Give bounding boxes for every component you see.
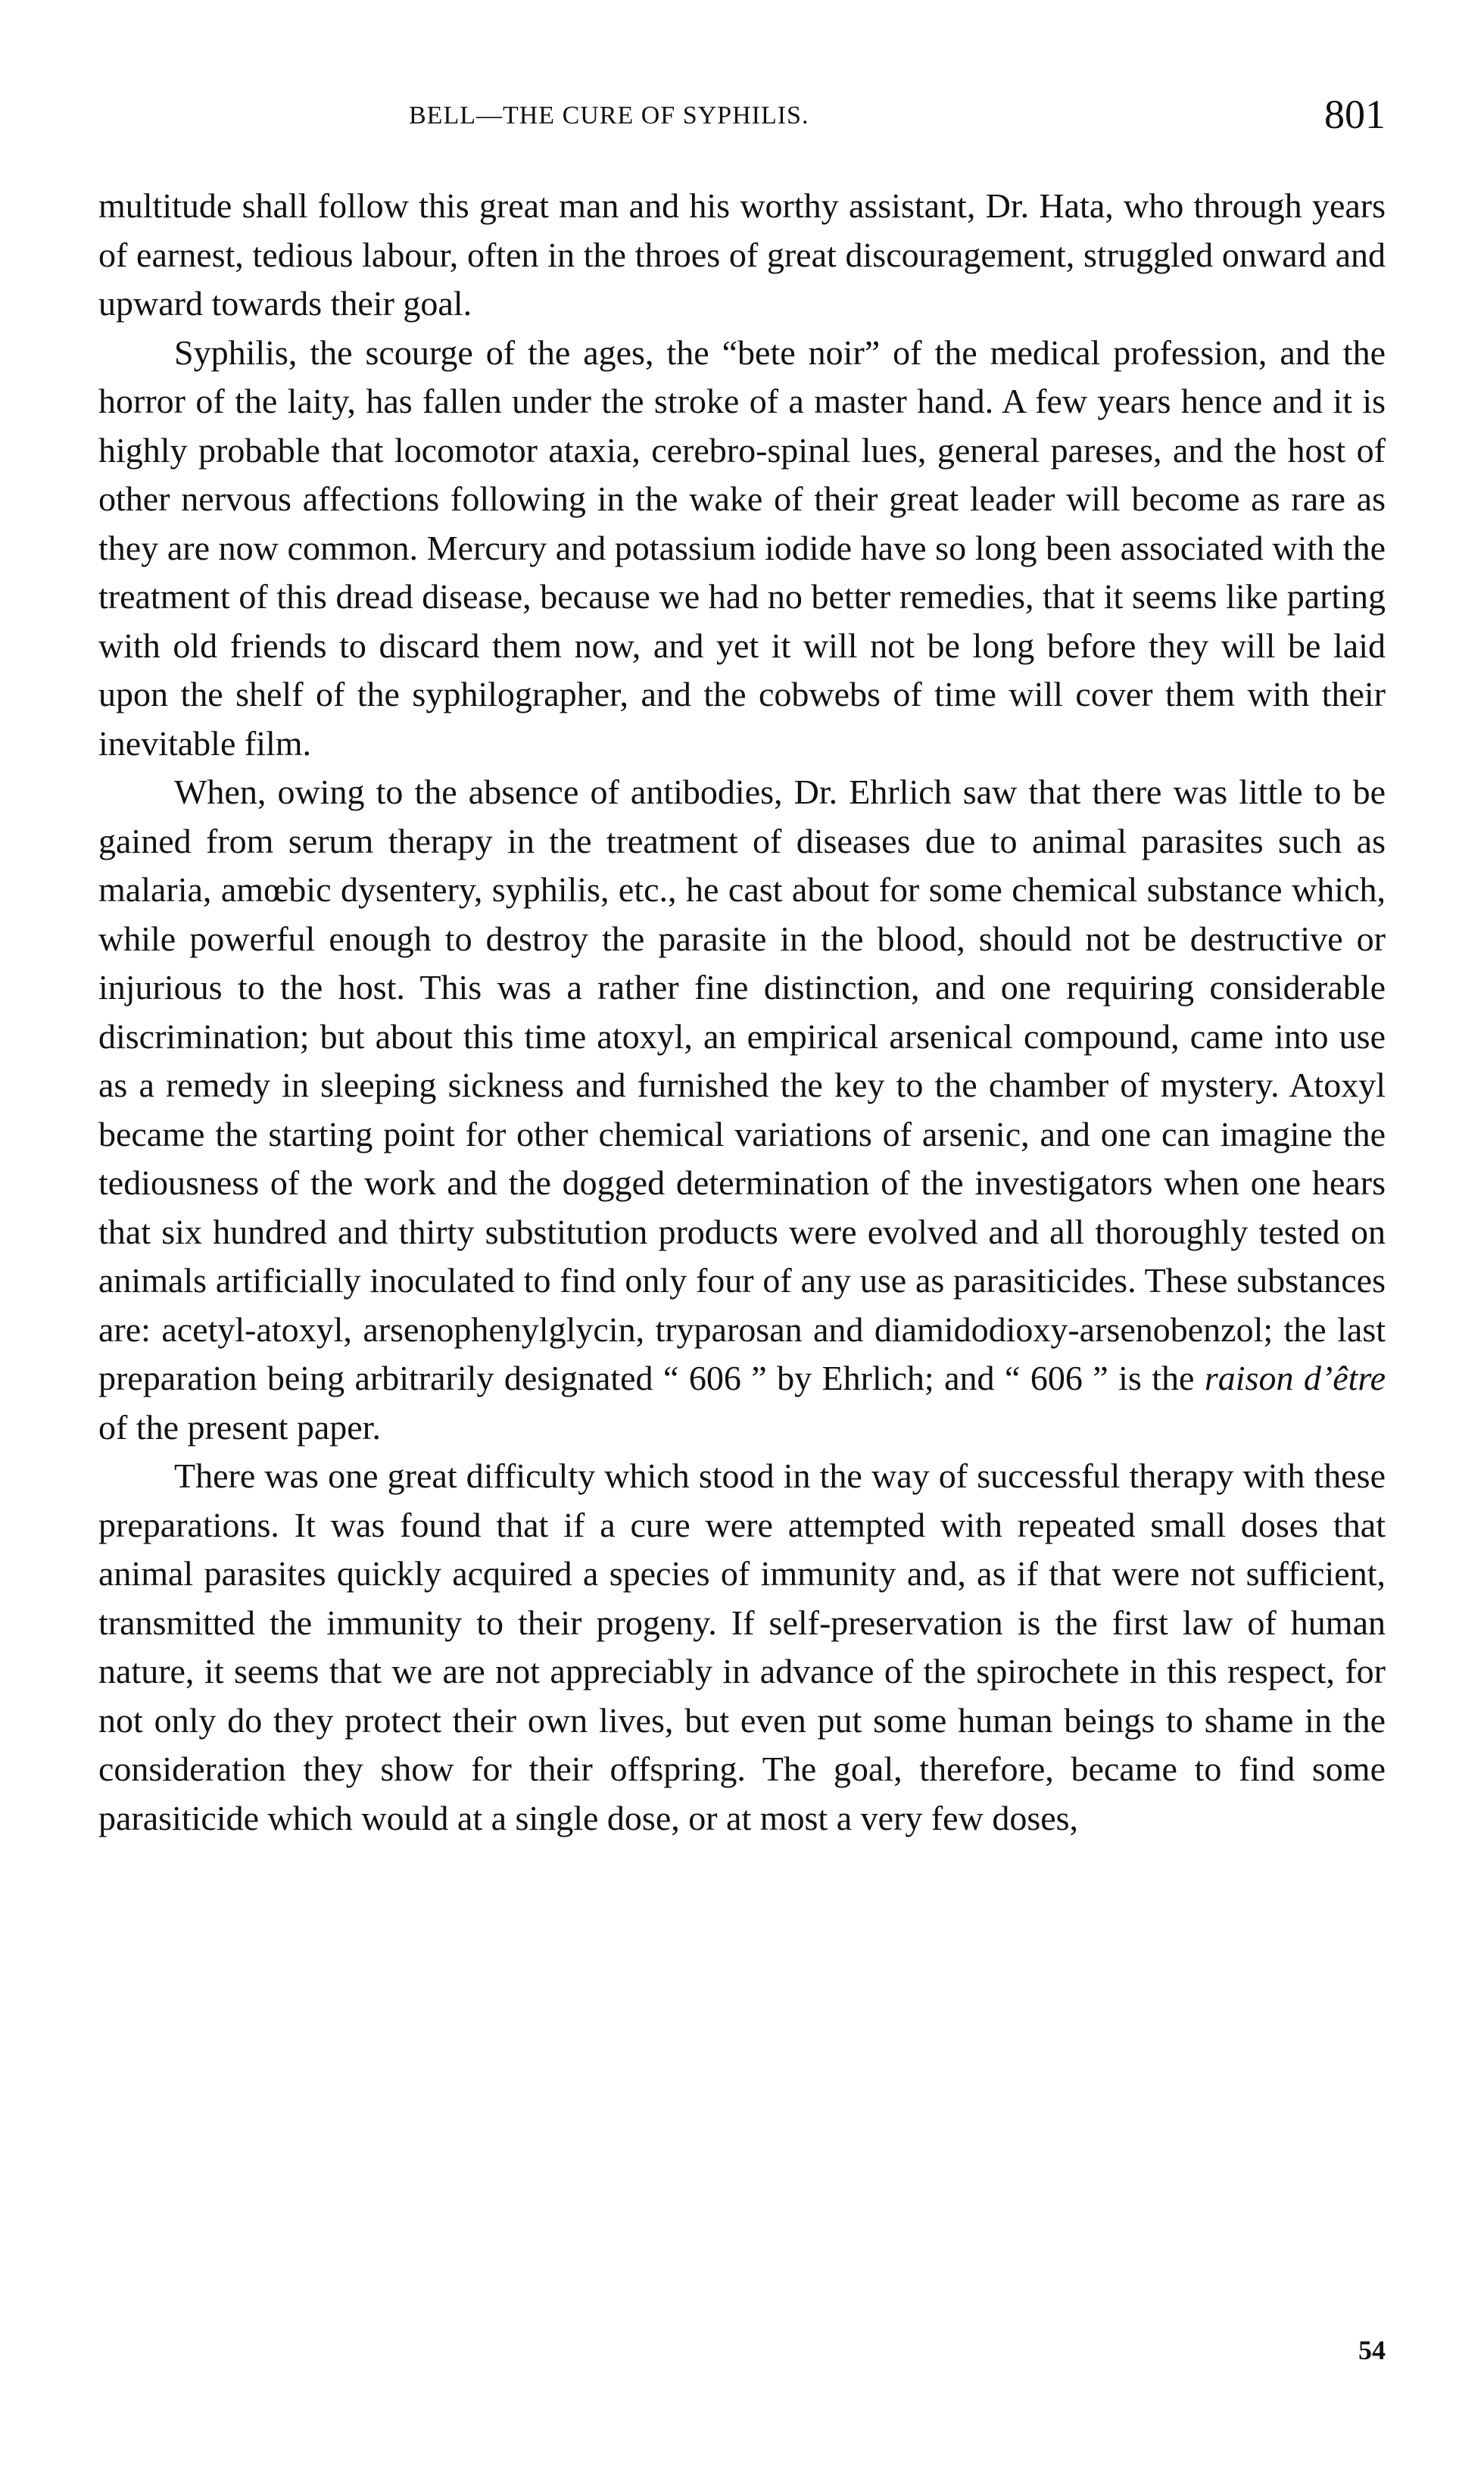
- signature-mark: 54: [1358, 2335, 1386, 2365]
- paragraph-continuation: multitude shall follow this great man and his worthy assistant, Dr. Hata, who through years of earnest, tedious labour, often in the throes of great discouragement, struggled onward and upward towards their goal.: [98, 186, 1386, 323]
- paragraph-ehrlich-tail: of the present paper.: [98, 1407, 381, 1447]
- running-head: [98, 91, 1386, 144]
- paragraph-syphilis: Syphilis, the scourge of the ages, the “bete noir” of the medical profession, and the horror of the laity, has fallen under the stroke of a master hand. A few years hence and it is highly probable that locomotor ataxia, cerebro-spinal lues, general pareses, and the host of other nervous affections following in the wake of their great leader will become as rare as they are now common. Mercury and potassium iodide have so long been associated with the treatment of this dread disease, because we had no better remedies, that it seems like parting with old friends to discard them now, and yet it will not be long before they will be laid upon the shelf of the syphilographer, and the cobwebs of time will cover them with their inevitable film.: [98, 332, 1386, 763]
- paragraph-difficulty: There was one great difficulty which stood in the way of successful therapy with these preparations. It was found that if a cure were attempted with repeated small doses that animal parasites quickly acquired a species of immunity and, as if that were not sufficient, transmitted the immunity to their progeny. If self-preservation is the first law of human nature, it seems that we are not appreciably in advance of the spirochete in this respect, for not only do they protect their own lives, but even put some human beings to shame in the consideration they show for their offspring. The goal, therefore, became to find some parasiticide which would at a single dose, or at most a very few doses,: [98, 1456, 1386, 1837]
- page-number: 801: [1324, 92, 1386, 137]
- paragraph-ehrlich-text: When, owing to the absence of antibodies, Dr. Ehrlich saw that there was little to be gained from serum therapy in the treatment of diseases due to animal parasites such as malaria, amœbic dysentery, syphilis, etc., he cast about for some chemical substance which, while powerful enough to destroy the parasite in the blood, should not be destructive or injurious to the host. This was a rather fine distinction, and one requiring considerable discrimination; but about this time atoxyl, an empirical arsenical compound, came into use as a remedy in sleeping sickness and furnished the key to the chamber of mystery. Atoxyl became the starting point for other chemical variations of arsenic, and one can imagine the tediousness of the work and the dogged determination of the investigators when one hears that six hundred and thirty substitution products were evolved and all thoroughly tested on animals artificially inoculated to find only four of any use as parasiticides. These substances are: acetyl-atoxyl, arsenophenylglycin, tryparosan and diamidodioxy-arsenobenzol; the last preparation being arbitrarily designated “ 606 ” by Ehrlich; and “ 606 ” is the: [98, 773, 1386, 1397]
- italic-phrase: raison d’être: [1204, 1359, 1386, 1397]
- paragraph-ehrlich: [98, 768, 1386, 1452]
- body-text: [98, 182, 1386, 1843]
- running-title: BELL—THE CURE OF SYPHILIS.: [409, 101, 809, 130]
- page: [98, 91, 1386, 1843]
